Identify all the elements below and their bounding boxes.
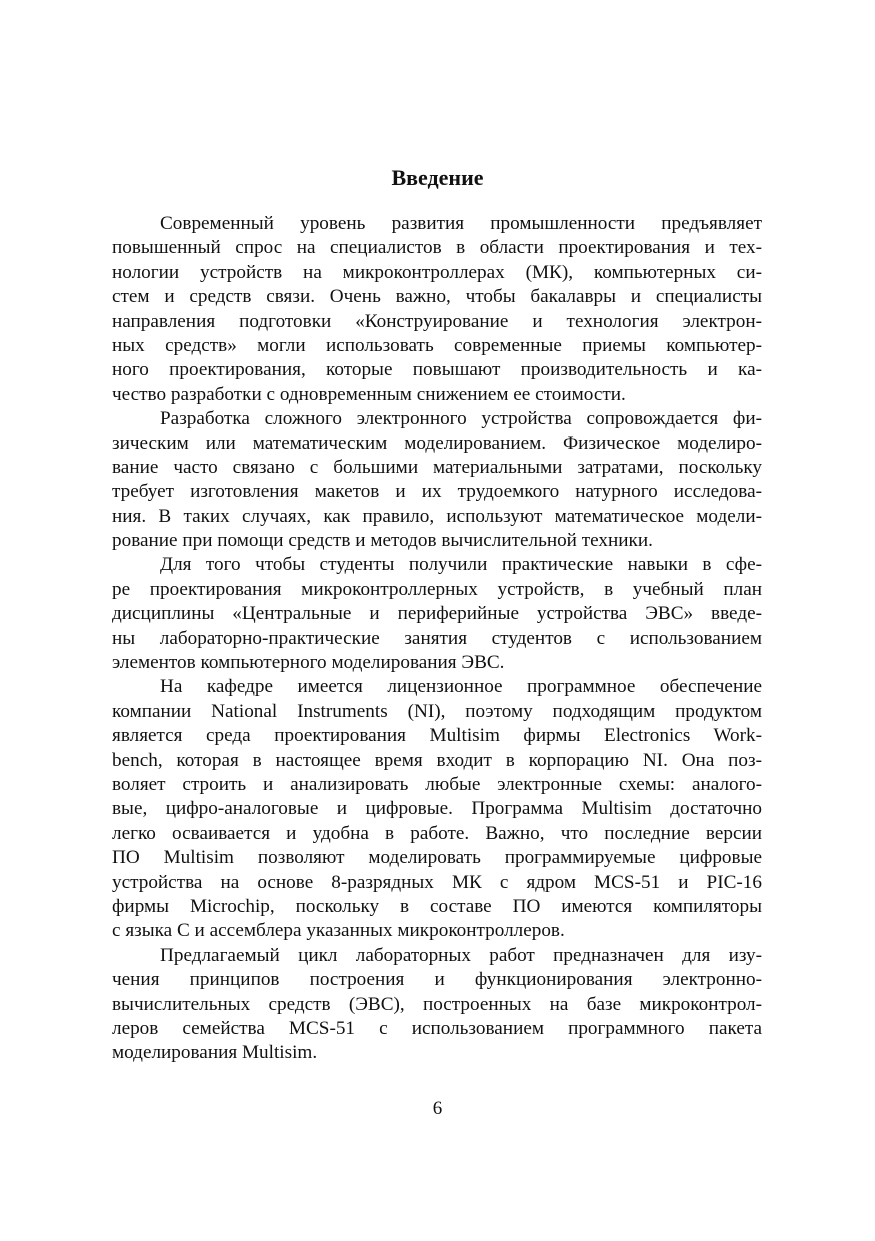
paragraph xyxy=(112,212,762,407)
page-number: 6 xyxy=(432,1098,443,1119)
text-line: ны лабораторно-практические занятия студентов с использованием xyxy=(112,627,762,649)
text-line: с языка С и ассемблера указанных микроконтроллеров. xyxy=(112,920,565,942)
text-line: нологии устройств на микроконтроллерах (МК), компьютерных си- xyxy=(112,261,762,283)
text-line: элементов компьютерного моделирования ЭВС. xyxy=(112,652,505,674)
text-line: устройства на основе 8-разрядных МК с ядром MCS-51 и PIC-16 xyxy=(112,871,762,893)
paragraph xyxy=(112,407,762,553)
text-line: моделирования Multisim. xyxy=(112,1042,318,1064)
paragraph xyxy=(112,944,762,1066)
page-title: Введение xyxy=(391,165,484,190)
text-line: леров семейства MCS-51 с использованием программного пакета xyxy=(112,1017,762,1039)
text-line: повышенный спрос на специалистов в области проектирования и тех- xyxy=(112,237,762,259)
text-line: вычислительных средств (ЭВС), построенных на базе микроконтрол- xyxy=(112,993,762,1015)
text-line: Разработка сложного электронного устройства сопровождается фи- xyxy=(160,408,762,430)
text-line: чения принципов построения и функционирования электронно- xyxy=(112,969,762,991)
text-line: стем и средств связи. Очень важно, чтобы бакалавры и специалисты xyxy=(112,286,762,308)
text-line: воляет строить и анализировать любые электронные схемы: аналого- xyxy=(112,773,762,795)
text-line: чество разработки с одновременным снижением ее стоимости. xyxy=(112,383,626,405)
text-line: рование при помощи средств и методов вычислительной техники. xyxy=(112,530,653,552)
text-line: ПО Multisim позволяют моделировать программируемые цифровые xyxy=(112,847,762,869)
text-line: является среда проектирования Multisim фирмы Electronics Work- xyxy=(112,725,762,747)
paragraph xyxy=(112,675,762,943)
text-line: легко осваивается и удобна в работе. Важно, что последние версии xyxy=(112,822,762,844)
text-line: ного проектирования, которые повышают производительность и ка- xyxy=(112,359,762,381)
text-line: направления подготовки «Конструирование и технология электрон- xyxy=(112,310,762,332)
text-line: Для того чтобы студенты получили практические навыки в сфе- xyxy=(160,554,762,576)
text-line: bench, которая в настоящее время входит в корпорацию NI. Она поз- xyxy=(112,749,762,771)
text-line: Предлагаемый цикл лабораторных работ предназначен для изу- xyxy=(160,944,762,966)
text-line: зическим или математическим моделированием. Физическое моделиро- xyxy=(112,432,762,454)
text-line: На кафедре имеется лицензионное программное обеспечение xyxy=(160,676,762,698)
document-body xyxy=(112,212,762,1066)
text-line: ния. В таких случаях, как правило, используют математическое модели- xyxy=(112,505,762,527)
text-line: фирмы Microchip, поскольку в составе ПО имеются компиляторы xyxy=(112,895,762,917)
paragraph xyxy=(112,553,762,675)
text-line: вание часто связано с большими материальными затратами, поскольку xyxy=(112,456,762,478)
text-line: ре проектирования микроконтроллерных устройств, в учебный план xyxy=(112,578,762,600)
text-line: Современный уровень развития промышленности предъявляет xyxy=(160,213,762,234)
text-line: компании National Instruments (NI), поэтому подходящим продуктом xyxy=(112,700,762,722)
text-line: вые, цифро-аналоговые и цифровые. Программа Multisim достаточно xyxy=(112,798,762,820)
text-line: дисциплины «Центральные и периферийные устройства ЭВС» введе- xyxy=(112,603,762,625)
text-line: ных средств» могли использовать современные приемы компьютер- xyxy=(112,334,762,356)
text-line: требует изготовления макетов и их трудоемкого натурного исследова- xyxy=(112,481,762,503)
